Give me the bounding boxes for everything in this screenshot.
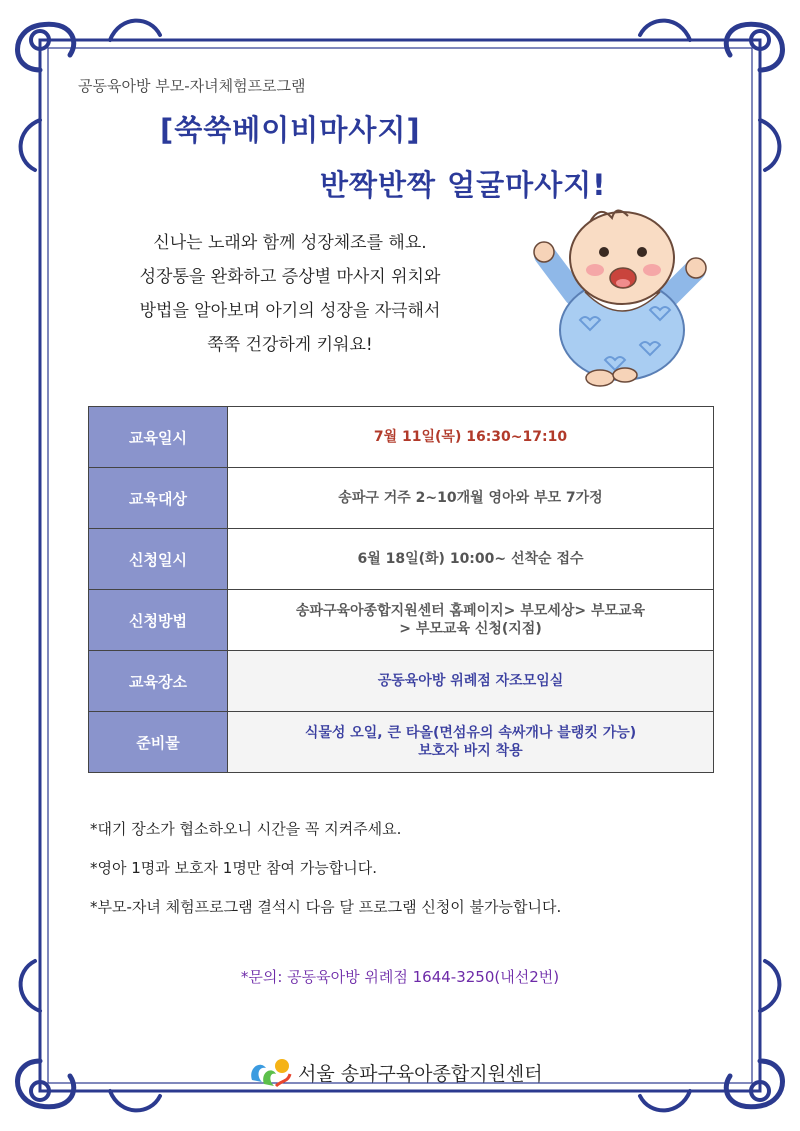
contact-info: *문의: 공동육아방 위례점 1644-3250(내선2번) <box>240 968 560 986</box>
table-row <box>89 407 714 468</box>
info-label: 교육대상 <box>89 468 228 529</box>
baby-illustration <box>530 200 710 390</box>
table-row <box>89 651 714 712</box>
info-value: 7월 11일(목) 16:30~17:10 <box>228 407 714 468</box>
info-label: 신청일시 <box>89 529 228 590</box>
footer <box>246 1052 543 1092</box>
info-value: 6월 18일(화) 10:00~ 선착순 접수 <box>228 529 714 590</box>
info-value <box>228 590 714 651</box>
info-value-line: 송파구육아종합지원센터 홈페이지> 부모세상> 부모교육 <box>295 603 646 619</box>
info-label: 신청방법 <box>89 590 228 651</box>
note-item: *대기 장소가 협소하오니 시간을 꼭 지켜주세요. <box>90 820 402 838</box>
table-row <box>89 529 714 590</box>
intro-line: 쭉쭉 건강하게 키워요! <box>207 335 373 355</box>
info-value-line: > 부모교육 신청(지점) <box>399 621 542 637</box>
note-item: *영아 1명과 보호자 1명만 참여 가능합니다. <box>90 859 378 877</box>
info-value <box>228 712 714 773</box>
center-logo-icon <box>246 1054 292 1090</box>
notes-list <box>90 818 561 935</box>
info-label: 준비물 <box>89 712 228 773</box>
info-value-line: 보호자 바지 착용 <box>418 743 523 759</box>
program-headline: 반짝반짝 얼굴마사지! <box>320 168 607 202</box>
table-row <box>89 712 714 773</box>
info-value-line: 식물성 오일, 큰 타올(면섬유의 속싸개나 블랭킷 가능) <box>304 725 637 741</box>
info-label: 교육장소 <box>89 651 228 712</box>
intro-line: 방법을 알아보며 아기의 성장을 자극해서 <box>139 301 441 321</box>
program-title: [쑥쑥베이비마사지] <box>160 113 421 147</box>
organization-name: 서울 송파구육아종합지원센터 <box>298 1062 543 1085</box>
program-subtitle: 공동육아방 부모-자녀체험프로그램 <box>78 77 306 95</box>
intro-line: 신나는 노래와 함께 성장체조를 해요. <box>153 233 427 253</box>
info-table <box>88 406 714 773</box>
table-row <box>89 468 714 529</box>
table-row <box>89 590 714 651</box>
info-label: 교육일시 <box>89 407 228 468</box>
program-intro <box>90 226 490 362</box>
note-item: *부모-자녀 체험프로그램 결석시 다음 달 프로그램 신청이 불가능합니다. <box>90 898 562 916</box>
info-value: 공동육아방 위례점 자조모임실 <box>228 651 714 712</box>
intro-line: 성장통을 완화하고 증상별 마사지 위치와 <box>139 267 441 287</box>
info-value: 송파구 거주 2~10개월 영아와 부모 7가정 <box>228 468 714 529</box>
